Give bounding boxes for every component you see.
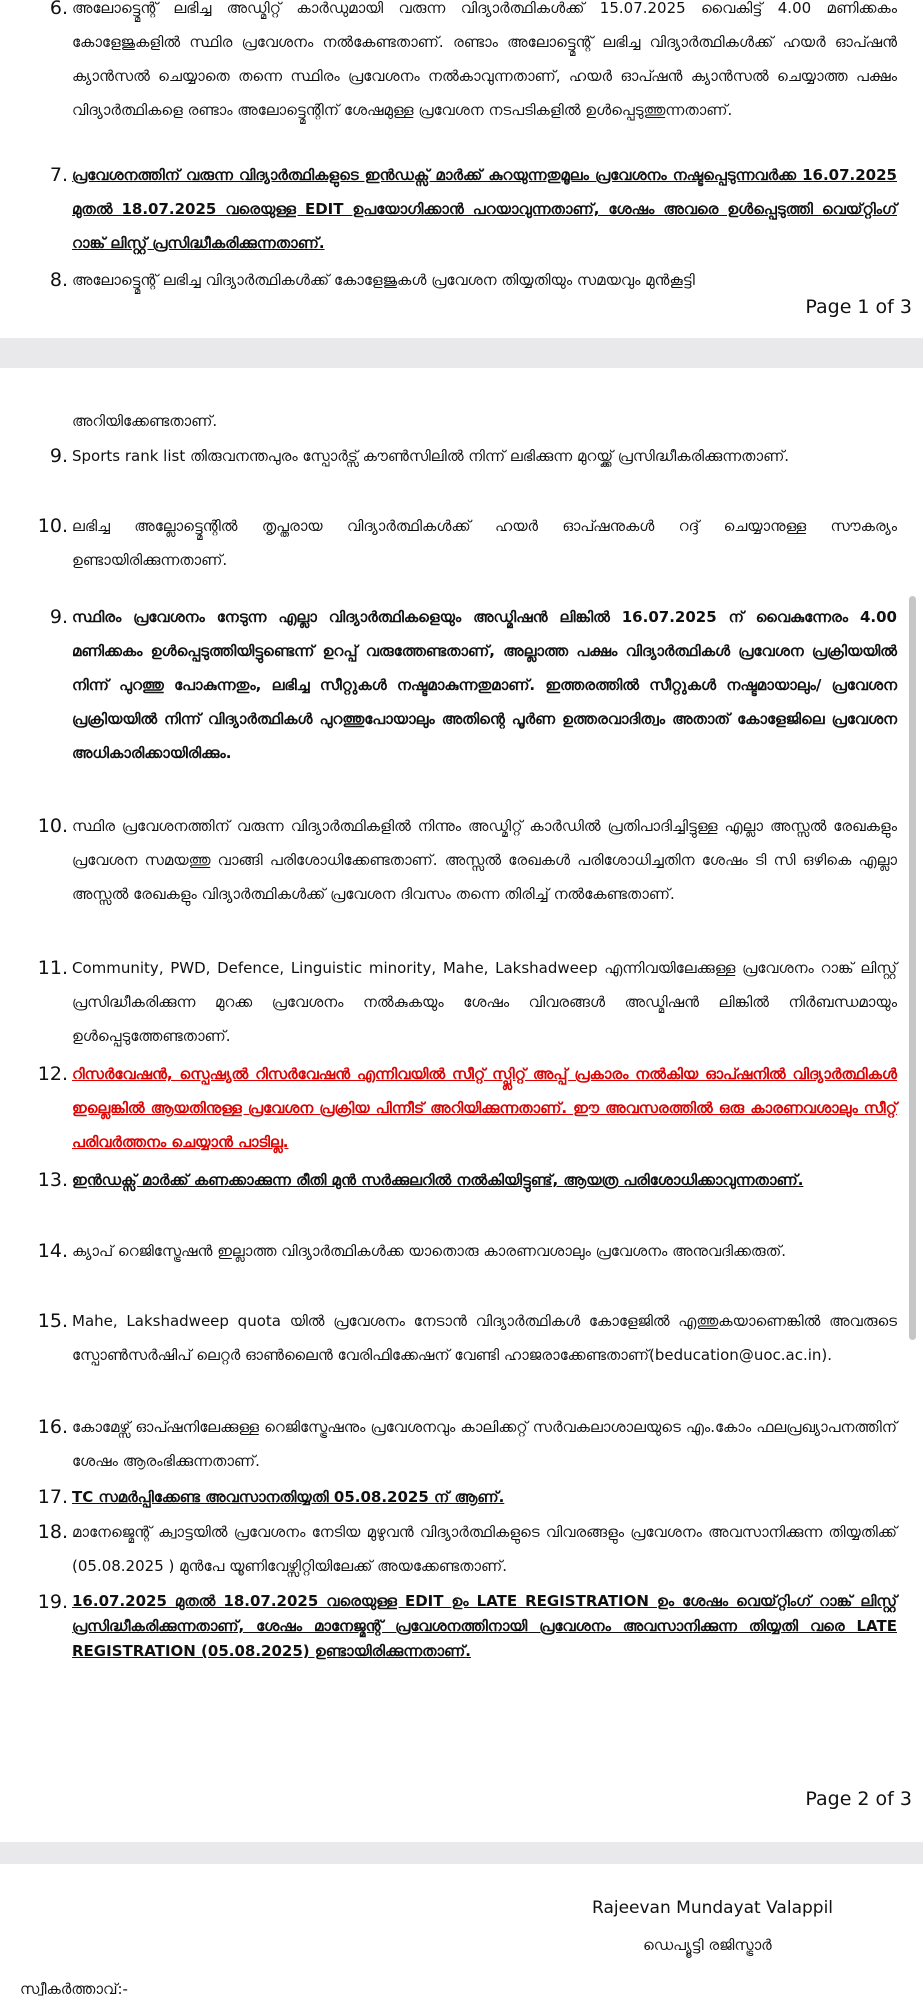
item-text: ക്യാപ് റെജിസ്ട്രേഷൻ ഇല്ലാത്ത വിദ്യാർത്ഥികൾക്ക യാതൊരു കാരണവശാലും പ്രവേശനം അനുവദിക്കരുത്. [72, 1242, 787, 1260]
list-item [24, 439, 897, 473]
item-number: 19. [37, 1591, 68, 1613]
item-text: കോമേഴ്സ് ഓപ്ഷനിലേക്കുള്ള റെജിസ്ട്രേഷനും പ്രവേശനവും കാലിക്കറ്റ് സർവകലാശാലയുടെ എം.കോം ഫലപ്രഖ്യാപനത്തിന് ശേഷം ആരംഭിക്കുന്നതാണ്. [72, 1418, 897, 1470]
list-item [24, 1585, 897, 1664]
page-number: Page 2 of 3 [805, 1788, 912, 1810]
item-text: റിസർവേഷൻ, സ്പെഷ്യൽ റിസർവേഷൻ എന്നിവയിൽ സീറ്റ് സ്പ്ലിറ്റ് അപ്പ് പ്രകാരം നൽകിയ ഓപ്ഷനിൽ വിദ്യാർത്ഥികൾ ഇല്ലെങ്കിൽ ആയതിനുള്ള പ്രവേശന പ്രക്രിയ പിന്നീട് അറിയിക്കുന്നതാണ്. ഈ അവസരത്തിൽ ഒരു കാരണവശാലും സീറ്റ് പരിവർത്തനം ചെയ്യാൻ പാടില്ല. [72, 1065, 897, 1151]
list-item [24, 1515, 897, 1583]
item-text: Sports rank list തിരുവനന്തപുരം സ്പോർട്സ് കൗൺസിലിൽ നിന്ന് ലഭിക്കുന്ന മുറയ്ക്ക് പ്രസിദ്ധീകരിക്കുന്നതാണ്. [72, 447, 790, 465]
item-number: 15. [37, 1310, 68, 1332]
list-item [24, 0, 897, 127]
item-number: 13. [37, 1169, 68, 1191]
item-text: സ്ഥിരം പ്രവേശനം നേടുന്ന എല്ലാ വിദ്യാർത്ഥികളെയും അഡ്മിഷൻ ലിങ്കിൽ 16.07.2025 ന് വൈകുന്നേരം 4.00 മണിക്കകം ഉൾപ്പെടുത്തിയിട്ടുണ്ടെന്ന് ഉറപ്പ് വരുത്തേണ്ടതാണ്, അല്ലാത്ത പക്ഷം വിദ്യാർത്ഥികൾ പ്രവേശന പ്രക്രിയയിൽ നിന്ന് പുറത്തു പോകുന്നതും, ലഭിച്ച സീറ്റുകൾ നഷ്ടമാകുന്നതുമാണ്. ഇത്തരത്തിൽ സീറ്റുകൾ നഷ്ടമായാലും/ പ്രവേശന പ്രക്രിയയിൽ നിന്ന് വിദ്യാർത്ഥികൾ പുറത്തുപോയാലും അതിന്റെ പൂർണ ഉത്തരവാദിത്വം അതാത് കോളേജിലെ പ്രവേശന അധികാരിക്കായിരിക്കും. [72, 608, 897, 762]
item-number: 6. [49, 0, 68, 19]
list-item [24, 1480, 897, 1514]
item-number: 10. [37, 515, 68, 537]
item-text: മാനേജ്മെന്റ് ക്വാട്ടയിൽ പ്രവേശനം നേടിയ മുഴുവൻ വിദ്യാർത്ഥികളുടെ വിവരങ്ങളും പ്രവേശനം അവസാനിക്കുന്ന തിയ്യതിക്ക് (05.08.2025 ) മുൻപേ യൂണിവേഴ്സിറ്റിയിലേക്ക് അയക്കേണ്ടതാണ്. [72, 1523, 897, 1575]
item-number: 9. [49, 445, 68, 467]
continuation-text: അറിയിക്കേണ്ടതാണ്. [72, 412, 218, 430]
item-text: Mahe, Lakshadweep quota യിൽ പ്രവേശനം നേടാൻ വിദ്യാർത്ഥികൾ കോളേജിൽ എത്തുകയാണെങ്കിൽ അവരുടെ സ്പോൺസർഷിപ് ലെറ്റർ ഓൺലൈൻ വേരിഫിക്കേഷന് വേണ്ടി ഹാജരാക്കേണ്ടതാണ്(beducation@uoc.ac.in). [72, 1312, 897, 1364]
item-text: TC സമർപ്പിക്കേണ്ട അവസാനതിയ്യതി 05.08.2025 ന് ആണ്. [72, 1488, 505, 1506]
item-text: Community, PWD, Defence, Linguistic minority, Mahe, Lakshadweep എന്നിവയിലേക്കുള്ള പ്രവേശനം റാങ്ക് ലിസ്റ്റ് പ്രസിദ്ധീകരിക്കുന്ന മുറക്ക പ്രവേശനം നൽകുകയും ശേഷം വിവരങ്ങൾ അഡ്മിഷൻ ലിങ്കിൽ നിർബന്ധമായും ഉൾപ്പെടുത്തേണ്ടതാണ്. [72, 959, 897, 1045]
list-item [24, 1304, 897, 1372]
list-item [24, 600, 897, 770]
document-page-2 [0, 368, 923, 1842]
item-text: അലോട്ട്മെന്റ് ലഭിച്ച വിദ്യാർത്ഥികൾക്ക് കോളേജുകൾ പ്രവേശന തിയ്യതിയും സമയവും മുൻകൂട്ടി [72, 271, 695, 289]
item-number: 16. [37, 1416, 68, 1438]
item-number: 18. [37, 1521, 68, 1543]
item-number: 12. [37, 1063, 68, 1085]
list-item [24, 158, 897, 260]
list-item [24, 809, 897, 911]
page-separator [0, 338, 923, 368]
list-item [24, 1163, 897, 1197]
list-item [24, 1410, 897, 1478]
item-number: 17. [37, 1486, 68, 1508]
item-text: 16.07.2025 മുതൽ 18.07.2025 വരെയുള്ള EDIT ഉം LATE REGISTRATION ഉം ശേഷം വെയ്റ്റിംഗ് റാങ്ക് ലിസ്റ്റ് പ്രസിദ്ധീകരിക്കുന്നതാണ്, ശേഷം മാനേജ്മന്റ് പ്രവേശനത്തിനായി പ്രവേശനം അവസാനിക്കുന്ന തിയ്യതി വരെ LATE REGISTRATION (05.08.2025) ഉണ്ടായിരിക്കുന്നതാണ്. [72, 1592, 897, 1660]
signatory-name: Rajeevan Mundayat Valappil [592, 1898, 834, 1918]
list-item [24, 263, 897, 297]
document-page-3 [0, 1864, 923, 2000]
signatory-title: ഡെപ്യൂട്ടി രജിസ്ട്രാർ [643, 1936, 772, 1954]
item-number: 10. [37, 815, 68, 837]
item-text: സ്ഥിര പ്രവേശനത്തിന് വരുന്ന വിദ്യാർത്ഥികളിൽ നിന്നും അഡ്മിറ്റ് കാർഡിൽ പ്രതിപാദിച്ചിട്ടുള്ള എല്ലാ അസ്സൽ രേഖകളും പ്രവേശന സമയത്തു വാങ്ങി പരിശോധിക്കേണ്ടതാണ്. അസ്സൽ രേഖകൾ പരിശോധിച്ചതിന ശേഷം ടി സി ഒഴികെ എല്ലാ അസ്സൽ രേഖകളും വിദ്യാർത്ഥികൾക്ക് പ്രവേശന ദിവസം തന്നെ തിരിച്ച് നൽകേണ്ടതാണ്. [72, 817, 897, 903]
scrollbar-thumb[interactable] [909, 596, 916, 1340]
item-text: അലോട്ട്മെന്റ് ലഭിച്ച അഡ്മിറ്റ് കാർഡുമായി വരുന്ന വിദ്യാർത്ഥികൾക്ക് 15.07.2025 വൈകിട്ട് 4.00 മണിക്കകം കോളേജുകളിൽ സ്ഥിര പ്രവേശനം നൽകേണ്ടതാണ്. രണ്ടാം അലോട്ട്മെന്റ് ലഭിച്ച വിദ്യാർത്ഥികൾക്ക് ഹയർ ഓപ്ഷൻ ക്യാൻസൽ ചെയ്യാതെ തന്നെ സ്ഥിരം പ്രവേശനം നൽകാവുന്നതാണ്, ഹയർ ഓപ്ഷൻ ക്യാൻസൽ ചെയ്യാത്ത പക്ഷം വിദ്യാർത്ഥികളെ രണ്ടാം അലോട്ട്മെന്റിന് ശേഷമുള്ള പ്രവേശന നടപടികളിൽ ഉൾപ്പെടുത്തുന്നതാണ്. [72, 0, 897, 119]
item-number: 14. [37, 1240, 68, 1262]
recipients-label: സ്വീകർത്താവ്:- [20, 1980, 128, 1998]
item-number: 7. [49, 164, 68, 186]
item-text: ലഭിച്ച അല്ലോട്ട്മെന്റിൽ തൃപ്തരായ വിദ്യാർത്ഥികൾക്ക് ഹയർ ഓപ്ഷനുകൾ റദ്ദ് ചെയ്യാനുള്ള സൗകര്യം ഉണ്ടായിരിക്കുന്നതാണ്. [72, 517, 897, 569]
list-item [24, 1234, 897, 1268]
item-text: ഇൻഡക്സ് മാർക്ക് കണക്കാക്കുന്ന രീതി മുൻ സർക്കുലറിൽ നൽകിയിട്ടുണ്ട്, ആയത്ര പരിശോധിക്കാവുന്നതാണ്. [72, 1171, 804, 1189]
item-number: 8. [49, 269, 68, 291]
item-text: പ്രവേശനത്തിന് വരുന്ന വിദ്യാർത്ഥികളുടെ ഇൻഡക്സ് മാർക്ക് കുറയുന്നതുമൂലം പ്രവേശനം നഷ്ടപ്പെടുന്നവർക്ക 16.07.2025 മുതൽ 18.07.2025 വരെയുള്ള EDIT ഉപയോഗിക്കാൻ പറയാവുന്നതാണ്, ശേഷം അവരെ ഉൾപ്പെടുത്തി വെയ്റ്റിംഗ് റാങ്ക് ലിസ്റ്റ് പ്രസിദ്ധീകരിക്കുന്നതാണ്. [72, 166, 897, 252]
item-number: 11. [37, 957, 68, 979]
item-number: 9. [49, 606, 68, 628]
list-item [24, 1057, 897, 1159]
list-item [24, 951, 897, 1053]
document-page-1 [0, 0, 923, 338]
page-number: Page 1 of 3 [805, 296, 912, 318]
page-separator [0, 1842, 923, 1864]
list-item [24, 509, 897, 577]
